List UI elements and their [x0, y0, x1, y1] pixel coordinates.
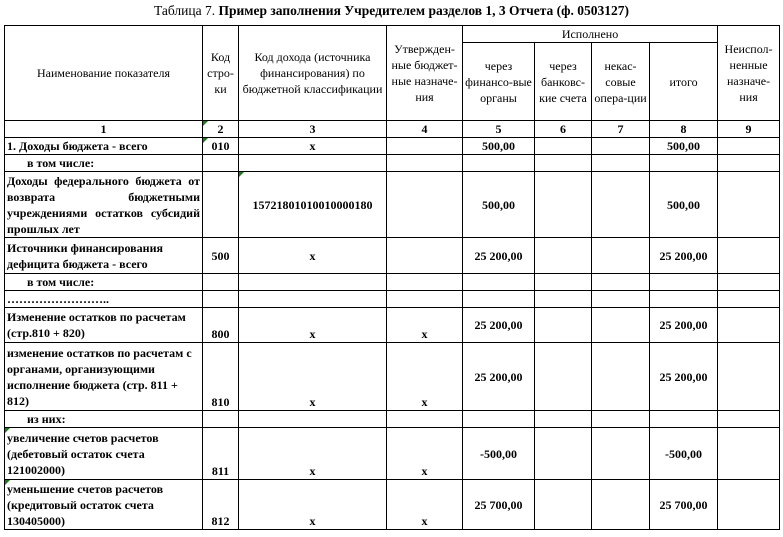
row-approved: x	[387, 428, 463, 480]
table-row	[5, 238, 780, 274]
row-via-fin: 500,00	[463, 172, 535, 238]
header-via-bank: через банковс-кие счета	[535, 43, 592, 121]
row-approved: x	[387, 308, 463, 343]
row-name: из них:	[5, 411, 203, 428]
row-via-bank	[535, 274, 592, 291]
row-non-cash	[592, 172, 650, 238]
col-number: 5	[463, 121, 535, 138]
row-income-code: x	[239, 343, 387, 411]
table-row	[5, 411, 780, 428]
row-unexecuted	[718, 155, 780, 172]
row-income-code	[239, 274, 387, 291]
row-via-fin: -500,00	[463, 428, 535, 480]
row-total: 500,00	[650, 172, 718, 238]
row-total: 25 200,00	[650, 308, 718, 343]
table-caption	[0, 3, 783, 19]
row-income-code: x	[239, 308, 387, 343]
row-total: 25 200,00	[650, 238, 718, 274]
column-number-row	[5, 121, 780, 138]
table-row	[5, 343, 780, 411]
row-non-cash	[592, 155, 650, 172]
row-unexecuted	[718, 411, 780, 428]
col-number: 8	[650, 121, 718, 138]
row-via-bank	[535, 291, 592, 308]
col-number: 1	[5, 121, 203, 138]
header-name: Наименование показателя	[5, 26, 203, 121]
row-income-code	[239, 155, 387, 172]
row-via-bank	[535, 138, 592, 155]
row-code	[203, 274, 239, 291]
row-name: в том числе:	[5, 274, 203, 291]
row-via-bank	[535, 428, 592, 480]
row-income-code: x	[239, 138, 387, 155]
row-unexecuted	[718, 480, 780, 530]
row-total	[650, 291, 718, 308]
row-via-bank	[535, 343, 592, 411]
row-non-cash	[592, 343, 650, 411]
row-non-cash	[592, 428, 650, 480]
row-code: 010	[203, 138, 239, 155]
row-total	[650, 274, 718, 291]
row-unexecuted	[718, 172, 780, 238]
header-total: итого	[650, 43, 718, 121]
col-number: 2	[203, 121, 239, 138]
row-code	[203, 155, 239, 172]
row-approved	[387, 274, 463, 291]
row-income-code	[239, 411, 387, 428]
header-unexecuted: Неиспол-ненные назначе-ния	[718, 26, 780, 121]
row-unexecuted	[718, 308, 780, 343]
table-row	[5, 138, 780, 155]
table-row	[5, 428, 780, 480]
row-unexecuted	[718, 343, 780, 411]
row-code: 800	[203, 308, 239, 343]
row-income-code: 15721801010010000180	[239, 172, 387, 238]
row-total: 25 200,00	[650, 343, 718, 411]
table-row	[5, 274, 780, 291]
row-name: увеличение счетов расчетов (дебетовый остаток счета 121002000)	[5, 428, 203, 480]
row-non-cash	[592, 411, 650, 428]
row-approved	[387, 291, 463, 308]
row-approved	[387, 138, 463, 155]
row-via-fin: 25 200,00	[463, 308, 535, 343]
table-row	[5, 308, 780, 343]
row-via-fin	[463, 291, 535, 308]
row-via-bank	[535, 411, 592, 428]
row-name: ……………………..	[5, 291, 203, 308]
row-via-bank	[535, 480, 592, 530]
row-via-bank	[535, 308, 592, 343]
row-non-cash	[592, 274, 650, 291]
row-name: Изменение остатков по расчетам (стр.810 + 820)	[5, 308, 203, 343]
report-table	[4, 25, 780, 530]
row-total: 25 700,00	[650, 480, 718, 530]
row-code	[203, 411, 239, 428]
caption-title: Пример заполнения Учредителем разделов 1, 3 Отчета (ф. 0503127)	[218, 3, 630, 18]
row-approved	[387, 155, 463, 172]
row-income-code: x	[239, 428, 387, 480]
row-approved: x	[387, 343, 463, 411]
row-approved	[387, 172, 463, 238]
row-income-code	[239, 291, 387, 308]
row-via-bank	[535, 155, 592, 172]
row-unexecuted	[718, 428, 780, 480]
row-income-code: x	[239, 238, 387, 274]
row-via-fin: 25 200,00	[463, 238, 535, 274]
header-code: Код стро-ки	[203, 26, 239, 121]
row-code: 811	[203, 428, 239, 480]
row-name: в том числе:	[5, 155, 203, 172]
row-via-bank	[535, 238, 592, 274]
row-via-fin	[463, 155, 535, 172]
table-row	[5, 155, 780, 172]
row-code: 810	[203, 343, 239, 411]
header-income-code: Код дохода (источника финансирования) по бюджетной классификации	[239, 26, 387, 121]
header-via-fin: через финансо-вые органы	[463, 43, 535, 121]
row-non-cash	[592, 291, 650, 308]
row-name: уменьшение счетов расчетов (кредитовый остаток счета 130405000)	[5, 480, 203, 530]
row-non-cash	[592, 138, 650, 155]
col-number: 9	[718, 121, 780, 138]
row-via-fin: 500,00	[463, 138, 535, 155]
row-total	[650, 411, 718, 428]
header-executed: Исполнено	[463, 26, 718, 43]
col-number: 3	[239, 121, 387, 138]
row-non-cash	[592, 238, 650, 274]
row-approved	[387, 238, 463, 274]
row-income-code: x	[239, 480, 387, 530]
row-approved	[387, 411, 463, 428]
row-name: 1. Доходы бюджета - всего	[5, 138, 203, 155]
row-name: Доходы федерального бюджета от возврата бюджетными учреждениями остатков субсидий прошлых лет	[5, 172, 203, 238]
row-unexecuted	[718, 274, 780, 291]
table-row	[5, 480, 780, 530]
row-approved: x	[387, 480, 463, 530]
header-non-cash: некас-совые опера-ции	[592, 43, 650, 121]
row-via-fin: 25 200,00	[463, 343, 535, 411]
row-non-cash	[592, 308, 650, 343]
col-number: 4	[387, 121, 463, 138]
row-via-fin	[463, 411, 535, 428]
col-number: 7	[592, 121, 650, 138]
table-row	[5, 291, 780, 308]
row-non-cash	[592, 480, 650, 530]
row-name: Источники финансирования дефицита бюджета - всего	[5, 238, 203, 274]
header-approved: Утвержден-ные бюджет-ные назначе-ния	[387, 26, 463, 121]
col-number: 6	[535, 121, 592, 138]
row-via-fin: 25 700,00	[463, 480, 535, 530]
row-unexecuted	[718, 138, 780, 155]
row-via-fin	[463, 274, 535, 291]
row-total	[650, 155, 718, 172]
row-total: 500,00	[650, 138, 718, 155]
row-via-bank	[535, 172, 592, 238]
row-unexecuted	[718, 291, 780, 308]
caption-prefix: Таблица 7.	[153, 3, 219, 18]
row-name: изменение остатков по расчетам с органами, организующими исполнение бюджета (стр. 811 + 812)	[5, 343, 203, 411]
table-row	[5, 172, 780, 238]
row-unexecuted	[718, 238, 780, 274]
header-row-1	[5, 26, 780, 43]
row-code	[203, 172, 239, 238]
row-code	[203, 291, 239, 308]
row-code: 812	[203, 480, 239, 530]
row-total: -500,00	[650, 428, 718, 480]
row-code: 500	[203, 238, 239, 274]
